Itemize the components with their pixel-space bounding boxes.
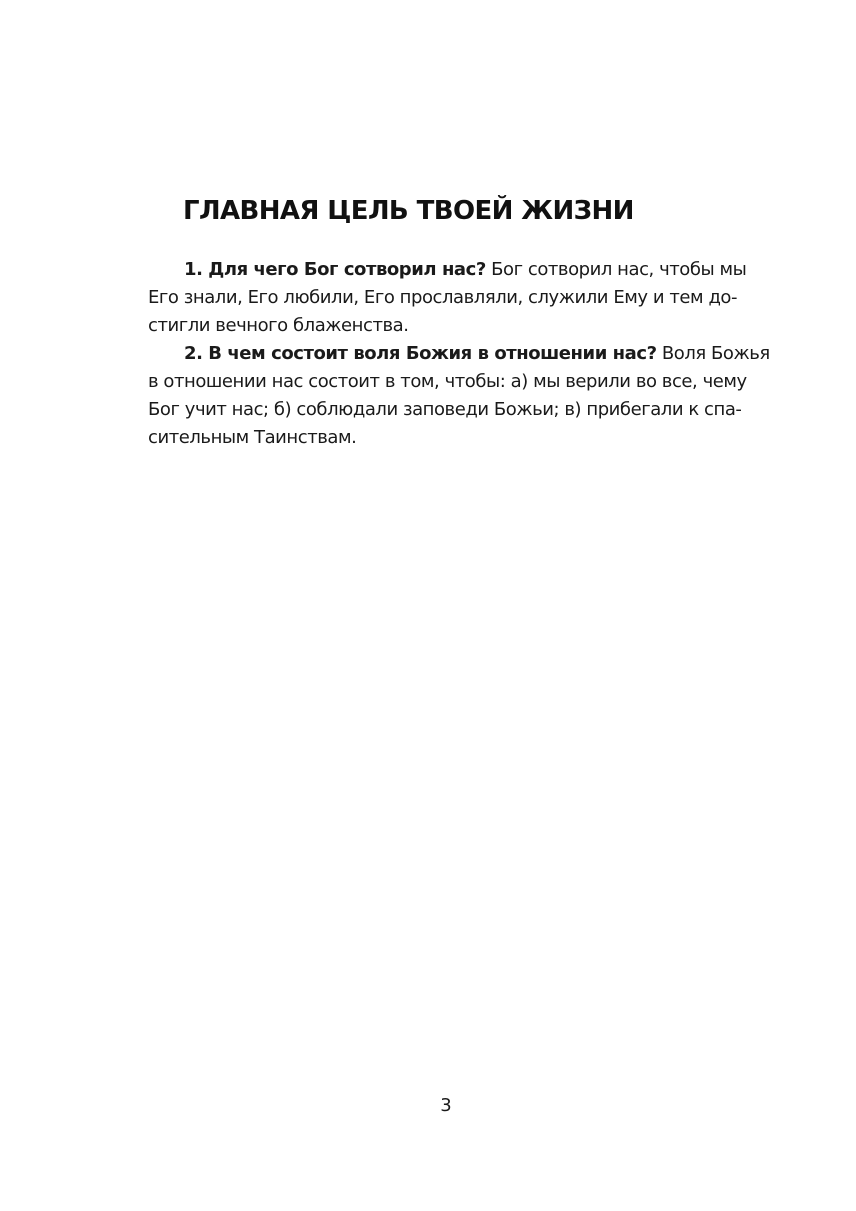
answer-1-line-2: Его знали, Его любили, Его прославляли, служили Ему и тем до- — [148, 287, 738, 308]
answer-1-line-1: Бог сотворил нас, чтобы мы — [485, 259, 747, 280]
question-2: 2. В чем состоит воля Божия в отношении нас? — [184, 343, 657, 364]
page-title: ГЛАВНАЯ ЦЕЛЬ ТВОЕЙ ЖИЗНИ — [183, 196, 634, 226]
answer-2-line-3: Бог учит нас; б) соблюдали заповеди Божьи; в) прибегали к спа- — [148, 399, 742, 420]
question-1-first-line — [148, 256, 748, 284]
answer-2-line-4: сительным Таинствам. — [148, 427, 357, 448]
answer-2-line-2: в отношении нас состоит в том, чтобы: а) мы верили во все, чему — [148, 371, 747, 392]
page-number: 3 — [440, 1095, 452, 1116]
question-1: 1. Для чего Бог сотворил нас? — [184, 259, 486, 280]
question-2-first-line — [148, 340, 770, 368]
answer-1-line-3: стигли вечного блаженства. — [148, 315, 409, 336]
answer-2-line-1: Воля Божья — [656, 343, 770, 364]
catechism-text — [148, 256, 770, 452]
